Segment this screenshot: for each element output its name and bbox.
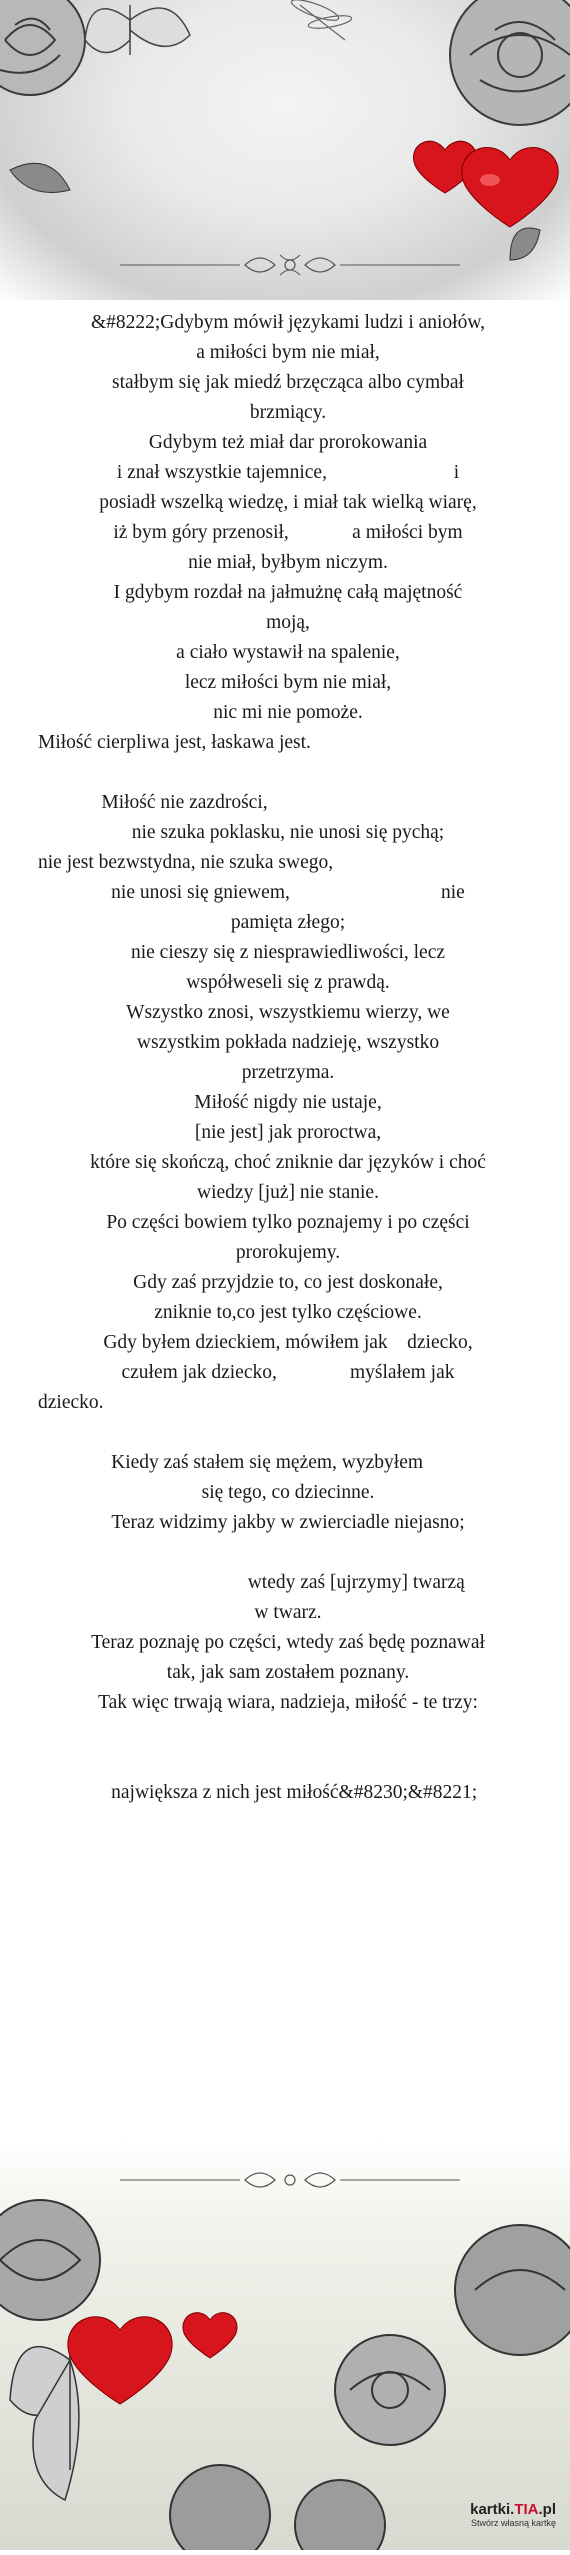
poem-line: iż bym góry przenosił, a miłości bym [113,522,463,543]
poem-line: Teraz widzimy jakby w zwierciadle niejasno; [111,1512,465,1533]
rose-icon [0,2200,100,2320]
poem-line: zniknie to,co jest tylko częściowe. [154,1302,422,1323]
blank-line [38,1718,538,1748]
heart-icon [183,2313,237,2358]
rose-icon [335,2335,445,2445]
blank-line [38,758,538,788]
poem-line: moją, [266,612,310,633]
ornamental-divider [120,250,460,280]
poem-line: największa z nich jest miłość&#8230;&#8221; [38,1782,478,1803]
poem-line: Gdy byłem dzieckiem, mówiłem jak dziecko, [103,1332,473,1353]
poem-line: nie unosi się gniewem, nie [111,882,465,903]
brand-name-part: .pl [538,2501,556,2518]
poem-line: się tego, co dziecinne. [201,1482,375,1503]
rose-icon [170,2465,385,2550]
brand-watermark[interactable] [470,2501,556,2528]
poem-line: wszystkim pokłada nadzieję, wszystko [136,1032,440,1053]
rose-icon [450,0,570,125]
poem-line: Gdy zaś przyjdzie to, co jest doskonałe, [133,1272,443,1293]
poem-line: brzmiący. [249,402,327,423]
poem-line: prorokujemy. [235,1242,341,1263]
poem-line: Kiedy zaś stałem się mężem, wyzbyłem [38,1452,424,1473]
poem-line: wiedzy [już] nie stanie. [197,1182,379,1203]
blank-line [38,1748,538,1778]
poem-line: lecz miłości bym nie miał, [184,672,392,693]
poem-line: a miłości bym nie miał, [196,342,380,363]
poem-line: posiadł wszelką wiedzę, i miał tak wielką wiarę, [99,492,477,513]
butterfly-icon [10,2340,79,2500]
rose-icon [455,2225,570,2355]
heart-icon [68,2317,172,2404]
poem-line: [nie jest] jak proroctwa, [194,1122,382,1143]
poem-line: Tak więc trwają wiara, nadzieja, miłość - te trzy: [98,1692,478,1713]
poem-line: i znał wszystkie tajemnice, i [116,462,460,483]
poem-line: I gdybym rozdał na jałmużnę całą majętność [113,582,463,603]
poem-line: nic mi nie pomoże. [213,702,363,723]
poem-line: wtedy zaś [ujrzymy] twarzą [111,1572,465,1593]
footer-decoration [0,2140,570,2550]
poem-line: przetrzyma. [241,1062,335,1083]
poem-line: nie jest bezwstydna, nie szuka swego, [38,852,334,873]
poem-line: czułem jak dziecko, myślałem jak [121,1362,455,1383]
brand-name-part: TIA [514,2501,539,2518]
brand-tagline: Stwórz własną kartkę [470,2518,556,2528]
poem-line: Miłość nigdy nie ustaje, [194,1092,382,1113]
poem-line: nie cieszy się z niesprawiedliwości, lecz [130,942,446,963]
blank-line [38,1418,538,1448]
poem-line: dziecko. [38,1392,104,1413]
poem-line: Gdybym też miał dar prorokowania [148,432,428,453]
poem-line: Po części bowiem tylko poznajemy i po części [106,1212,470,1233]
rose-icon [0,0,85,95]
heart-icon [462,148,558,227]
poem-line: Wszystko znosi, wszystkiemu wierzy, we [126,1002,450,1023]
brand-logo [470,2501,556,2518]
ornamental-divider [120,2173,460,2187]
poem-text [38,308,538,1808]
butterfly-icon [85,5,190,55]
poem-line: &#8222;Gdybym mówił językami ludzi i aniołów, [90,312,486,333]
poem-line: w twarz. [254,1602,322,1623]
poem-line: Miłość cierpliwa jest, łaskawa jest. [38,732,311,753]
poem-line: Teraz poznaję po części, wtedy zaś będę poznawał [91,1632,485,1653]
poem-line: nie szuka poklasku, nie unosi się pychą; [131,822,445,843]
poem-line: tak, jak sam zostałem poznany. [166,1662,410,1683]
poem-line: stałbym się jak miedź brzęcząca albo cymbał [112,372,464,393]
footer-art-svg [0,2140,570,2550]
brand-name-part: kartki. [470,2501,515,2518]
poem-line: a ciało wystawił na spalenie, [176,642,400,663]
poem-line: nie miał, byłbym niczym. [188,552,388,573]
poem-line: które się skończą, choć zniknie dar języków i choć [90,1152,486,1173]
blank-line [38,1538,538,1568]
poem-line: pamięta złego; [230,912,346,933]
dragonfly-icon [289,0,352,40]
poem-line: Miłość nie zazdrości, [38,792,268,813]
poem-line: współweseli się z prawdą. [186,972,390,993]
